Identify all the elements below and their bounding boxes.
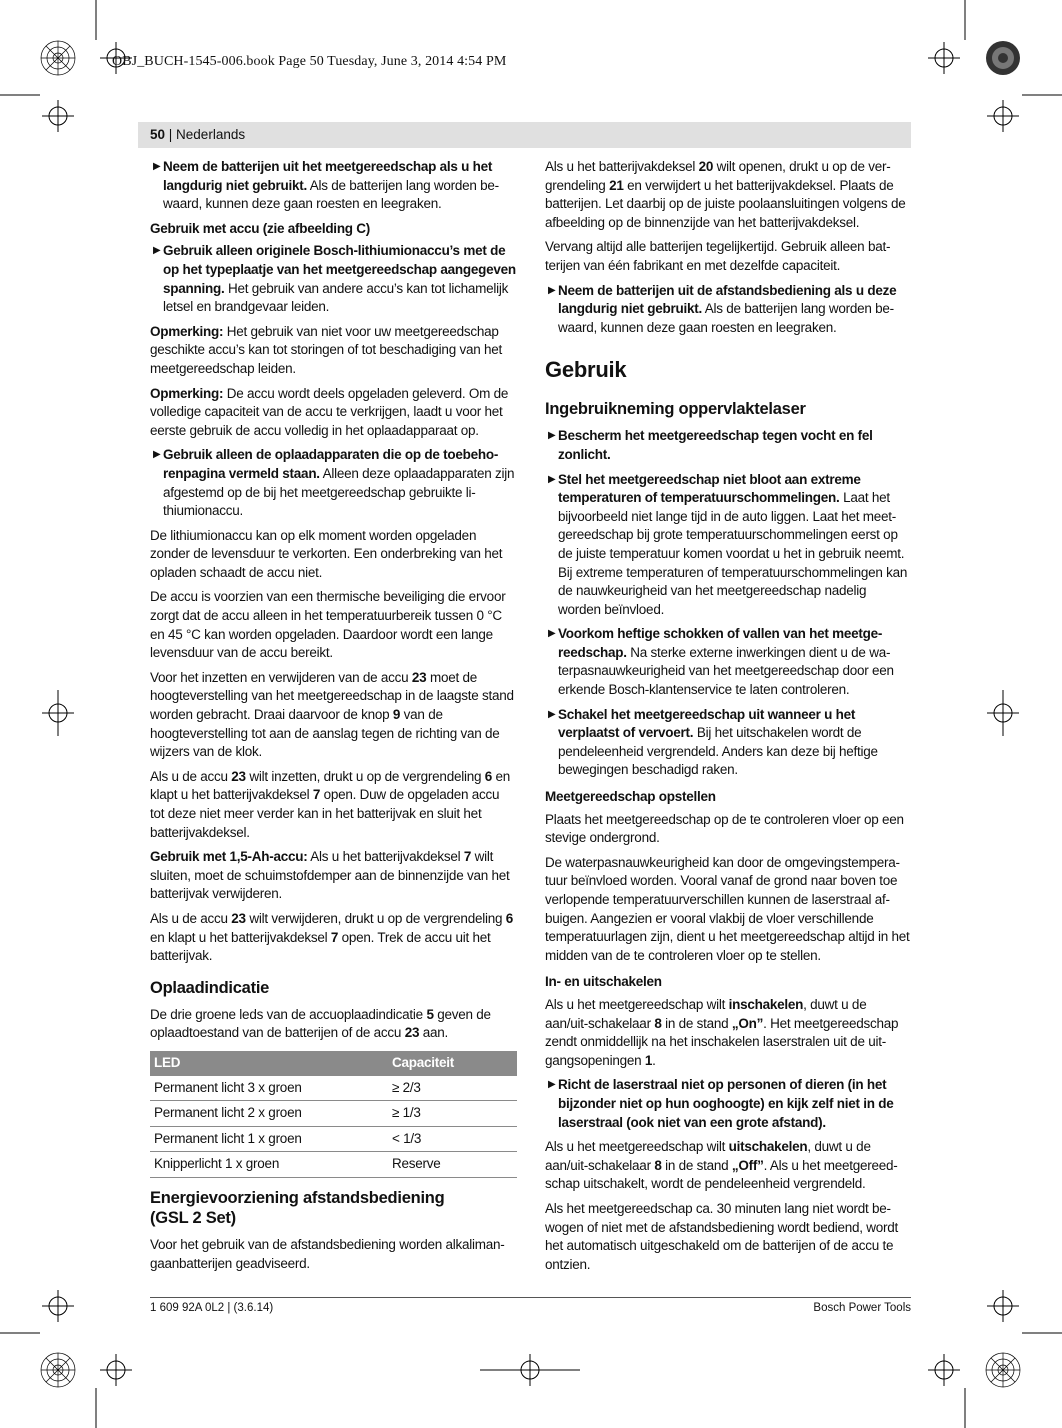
heading-in-uitschakelen: In- en uitschakelen xyxy=(545,974,662,990)
footer-divider xyxy=(150,1297,911,1298)
bullet-bold: Voorkom heftige schokken of vallen van het meetgereedschap. xyxy=(558,626,883,660)
header-sep: | xyxy=(165,127,177,142)
bullet-text: Als de batterijen lang worden bewaard, kunnen deze gaan roesten en leegraken. xyxy=(558,301,895,335)
target-mark-bm xyxy=(480,1354,580,1386)
bullet-icon: ▶ xyxy=(548,430,556,442)
table-row xyxy=(150,1101,517,1127)
paragraph: Vervang altijd alle batterijen tegelijkertijd. Gebruik alleen batterijen van één fabrikant en met dezelfde capaciteit. xyxy=(545,239,891,273)
bullet-text: Na sterke externe inwerkingen dient u de waterpasnauwkeurigheid van het meetgereedschap door een erkende Bosch-klantenservice te laten controleren. xyxy=(558,644,894,698)
table-cell: < 1/3 xyxy=(388,1126,517,1152)
paragraph-open-cover: Als u het batterijvakdeksel 20 wilt openen, drukt u op de vergrendeling 21 en verwijdert u het batterijvakdeksel. Plaats de batterijen. Let daarbij op de juiste poolaansluitingen volgens de afbeelding op de binnenzijde van het batterijvakdeksel. xyxy=(545,159,906,230)
bullet-remote-batteries xyxy=(545,282,911,338)
bullet-protect xyxy=(545,427,911,464)
paragraph: Plaats het meetgereedschap op de te controleren vloer op een stevige ondergrond. xyxy=(545,811,904,846)
target-mark-br xyxy=(928,1354,960,1386)
note-2 xyxy=(150,385,517,441)
bullet-bold: Bescherm het meetgereedschap tegen vocht en fel zonlicht. xyxy=(558,428,873,462)
paragraph: De waterpasnauwkeurigheid kan door de omgevingstemperatuur beïnvloed worden. Vooral vanaf de grond naar boven toe verlopende temperatuurverschillen kunnen de laserstraal afbuigen. Aangezien er vooral vlakbij de vloer verschillende temperatuurlagen zijn, dient u het meetgereedschap altijd in het midden van de te controleren vloer op te stellen. xyxy=(545,854,910,963)
paragraph-switch-off: Als u het meetgereedschap wilt uitschakelen, duwt u de aan/uit-schakelaar 8 in de stand „Off”. Als u het meetgereedschap uitschakelt, wordt de pendeleenheid vergrendeld. xyxy=(545,1139,898,1192)
print-slug: OBJ_BUCH-1545-006.book Page 50 Tuesday, June 3, 2014 4:54 PM xyxy=(112,54,507,69)
bullet-icon: ▶ xyxy=(548,1079,556,1091)
target-mark-tr xyxy=(928,42,960,74)
bullet-bold: Neem de batterijen uit het meetgereedschap als u het langdurig niet gebruikt. xyxy=(163,159,493,193)
paragraph: De accu is voorzien van een thermische beveiliging die ervoor zorgt dat de accu alleen in het temperatuurbereik tussen 0 °C en 45 °C kan worden opgeladen. Daardoor wordt een lange levensduur van de accu bereikt. xyxy=(150,589,506,661)
bullet-icon: ▶ xyxy=(153,449,161,461)
table-header-cell: LED xyxy=(150,1051,388,1076)
footer-brand: Bosch Power Tools xyxy=(813,1302,911,1314)
bullet-text: Laat het bijvoorbeeld niet lange tijd in de auto liggen. Laat het meetgereedschap bij grote temperatuurschommelingen eerst op de juiste temperatuur komen voordat u het in gebruik neemt. Bij extreme temperaturen of temperatuurschommelingen kan de nauwkeurigheid van het meetgereedschap nadelig worden beïnvloed. xyxy=(558,490,908,617)
note-text: De accu wordt deels opgeladen geleverd. Om de volledige capaciteit van de accu te verkrijgen, laadt u voor het eerste gebruik de accu volledig in het oplaadapparaat op. xyxy=(150,385,509,438)
bullet-icon: ▶ xyxy=(548,708,556,720)
bullet-icon: ▶ xyxy=(153,245,161,257)
heading-gebruik: Gebruik xyxy=(545,357,627,383)
table-cell: ≥ 2/3 xyxy=(388,1076,517,1101)
bullet-remove-batteries xyxy=(150,158,517,214)
heading-accu: Gebruik met accu (zie afbeelding C) xyxy=(150,220,371,236)
bullet-bold: Neem de batterijen uit de afstandsbediening als u deze langdurig niet gebruikt. xyxy=(558,282,897,317)
paragraph: De lithiumionaccu kan op elk moment worden opgeladen zonder de levensduur te verkorten. Een onderbreking van het opladen schaadt de accu niet. xyxy=(150,527,503,580)
bullet-original-accu xyxy=(150,242,517,316)
table-cell: ≥ 1/3 xyxy=(388,1101,517,1127)
bullet-text: Als de batterijen lang worden bewaard, kunnen deze gaan roesten en leegraken. xyxy=(163,177,500,212)
target-mark-l2 xyxy=(42,690,74,736)
bullet-text: Het gebruik van andere accu’s kan tot lichamelijk letsel en brandgevaar leiden. xyxy=(163,280,509,315)
page-number: 50 xyxy=(150,127,166,142)
bullet-bold: Richt de laserstraal niet op personen of dieren (in het bijzonder niet op hun ooghoogte) en kijk zelf niet in de laserstraal (ook niet van een grote afstand). xyxy=(558,1077,894,1130)
star-target-tr xyxy=(986,41,1020,75)
table-cell: Permanent licht 3 x groen xyxy=(150,1076,388,1101)
target-mark-r2 xyxy=(987,690,1019,736)
note-label: Opmerking: xyxy=(150,385,224,401)
bullet-temperature xyxy=(545,471,911,620)
bullet-shocks xyxy=(545,625,911,699)
bullet-laser-warning xyxy=(545,1076,911,1132)
heading-ingebruikneming: Ingebruikneming oppervlaktelaser xyxy=(545,400,806,419)
bullet-bold: Stel het meetgereedschap niet bloot aan extreme temperaturen of temperatuurschommelingen. xyxy=(558,471,861,506)
bullet-transport xyxy=(545,706,911,780)
star-target-bl xyxy=(41,1353,75,1387)
star-target-br xyxy=(986,1353,1020,1387)
bullet-icon: ▶ xyxy=(548,628,556,640)
bullet-icon: ▶ xyxy=(548,473,556,485)
page-header-text xyxy=(150,127,245,142)
table-header-cell: Capaciteit xyxy=(388,1051,517,1076)
table-cell: Permanent licht 1 x groen xyxy=(150,1126,388,1152)
right-column xyxy=(545,158,911,1280)
bullet-chargers xyxy=(150,446,517,520)
table-row xyxy=(150,1126,517,1152)
page-header xyxy=(138,122,911,148)
header-language: Nederlands xyxy=(176,127,246,142)
table-cell: Reserve xyxy=(388,1152,517,1178)
table-row xyxy=(150,1152,517,1178)
left-column xyxy=(150,158,517,1279)
bullet-icon: ▶ xyxy=(548,284,556,296)
heading-opstellen: Meetgereedschap opstellen xyxy=(545,789,716,805)
target-mark-l3 xyxy=(42,1290,74,1322)
table-row xyxy=(150,1076,517,1101)
paragraph-leds: De drie groene leds van de accuoplaadindicatie 5 geven de oplaadtoestand van de batterijen of de accu 23 aan. xyxy=(150,1006,491,1041)
paragraph-insert-accu: Voor het inzetten en verwijderen van de accu 23 moet de hoogteverstelling van het meetgereedschap in de laagste stand worden gebracht. Draai daarvoor de knop 9 van de hoogteverstelling tot aan de aanslag tegen de richting van de wijzers van de klok. xyxy=(150,669,514,760)
target-mark-r3 xyxy=(987,1290,1019,1322)
charge-table xyxy=(150,1051,517,1178)
target-mark-l1 xyxy=(42,100,74,132)
bullet-bold: Schakel het meetgereedschap uit wanneer u het verplaatst of vervoert. xyxy=(558,706,856,741)
bullet-bold: Gebruik alleen de oplaadapparaten die op de toebehorenpagina vermeld staan. xyxy=(163,447,499,481)
paragraph-insert: Als u de accu 23 wilt inzetten, drukt u op de vergrendeling 6 en klapt u het batterijvakdeksel 7 open. Duw de opgeladen accu tot deze niet meer verder kan in het batterijvak en sluit het batterijvakdeksel. xyxy=(150,768,511,840)
paragraph-remove: Als u de accu 23 wilt verwijderen, drukt u op de vergrendeling 6 en klapt u het batterijvakdeksel 7 open. Trek de accu uit het batterijvak. xyxy=(150,910,513,964)
paragraph: Als het meetgereedschap ca. 30 minuten lang niet wordt bewogen of niet met de afstandsbediening wordt bediend, wordt het automatisch uitgeschakeld om de batterijen of de accu te ontzien. xyxy=(545,1200,898,1272)
bullet-text: Bij het uitschakelen wordt de pendeleenheid vergrendeld. Anders kan deze bij heftige bewegingen beschadigd raken. xyxy=(558,725,878,778)
target-mark-r1 xyxy=(987,100,1019,132)
heading-energie: Energievoorziening afstandsbediening (GSL 2 Set) xyxy=(150,1188,445,1227)
table-cell: Knipperlicht 1 x groen xyxy=(150,1152,388,1178)
footer-doc-number: 1 609 92A 0L2 | (3.6.14) xyxy=(150,1302,274,1314)
note-1 xyxy=(150,323,517,379)
star-target-tl xyxy=(41,41,75,75)
heading-oplaadindicatie: Oplaadindicatie xyxy=(150,978,270,997)
paragraph-1-5ah: Gebruik met 1,5-Ah-accu: Als u het batterijvakdeksel 7 wilt sluiten, moet de schuimstofdemper aan de binnenzijde van het batterijvak verwijderen. xyxy=(150,849,510,902)
paragraph: Voor het gebruik van de afstandsbediening worden alkalimangaanbatterijen geadviseerd. xyxy=(150,1236,505,1271)
table-header-row xyxy=(150,1051,517,1076)
bullet-bold: Gebruik alleen originele Bosch-lithiumionaccu’s met de op het typeplaatje van het meetgereedschap aangegeven spanning. xyxy=(163,243,516,296)
bullet-icon: ▶ xyxy=(153,161,161,172)
paragraph-switch-on: Als u het meetgereedschap wilt inschakelen, duwt u de aan/uit-schakelaar 8 in de stand „On”. Het meetgereedschap zendt onmiddellijk na het inschakelen laserstralen uit de uitgangsopeningen 1. xyxy=(545,996,899,1068)
target-mark-bl xyxy=(100,1354,132,1386)
table-cell: Permanent licht 2 x groen xyxy=(150,1101,388,1127)
note-label: Opmerking: xyxy=(150,323,224,339)
bullet-text: Alleen deze oplaadapparaten zijn afgestemd op de bij het meetgereedschap gebruikte lithiumionaccu. xyxy=(163,465,515,519)
note-text: Het gebruik van niet voor uw meetgereedschap geschikte accu’s kan tot storingen of tot beschadiging van het meetgereedschap leiden. xyxy=(150,323,502,376)
